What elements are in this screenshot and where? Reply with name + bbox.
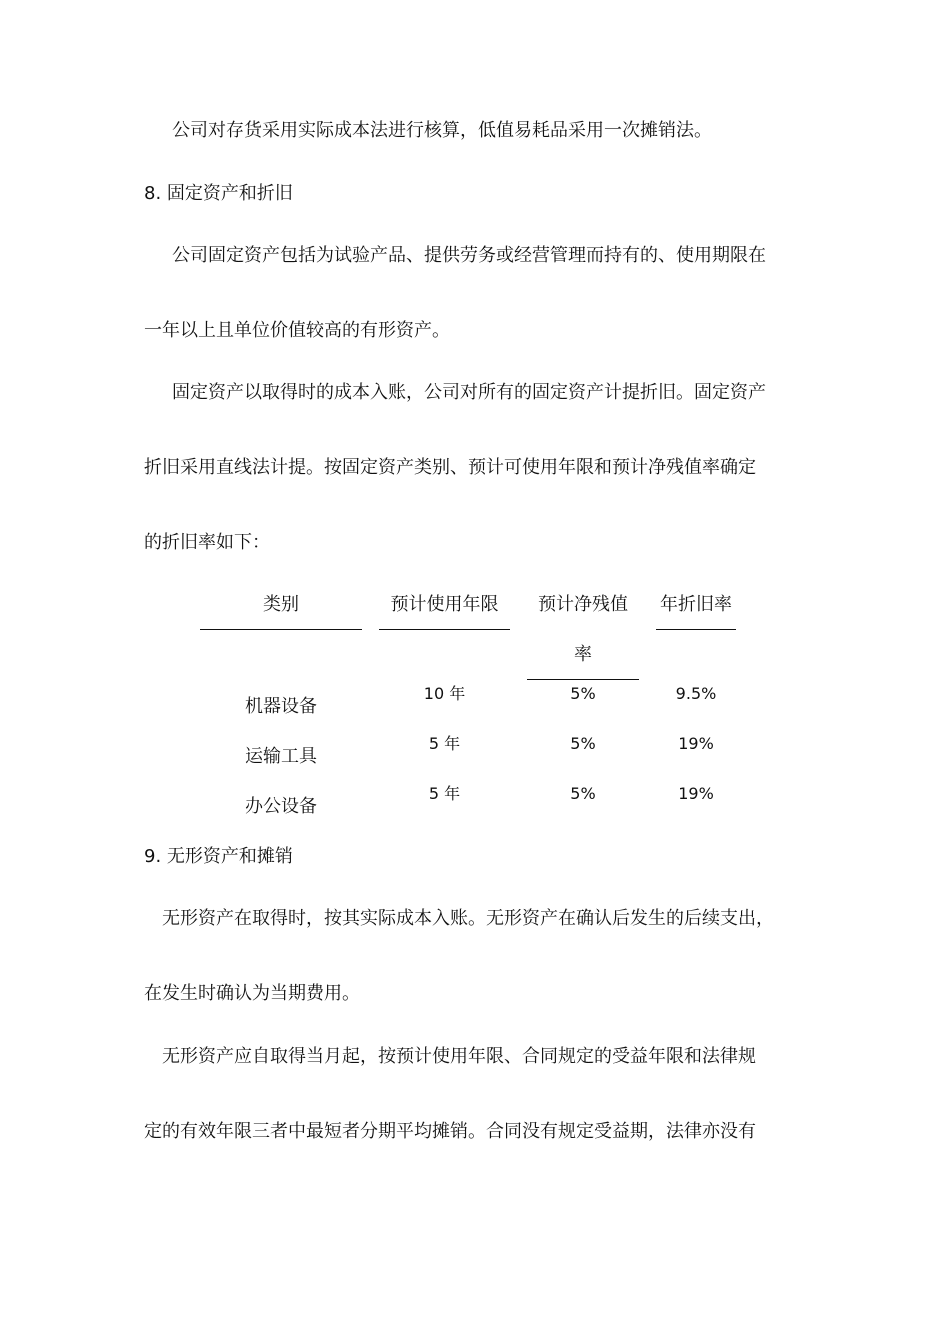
- row-2-useful-life: 5 年: [428, 734, 461, 753]
- row-2-category: 运输工具: [245, 746, 317, 767]
- paragraph-depreciation-line-3: 的折旧率如下：: [144, 532, 270, 553]
- row-1-depreciation-rate: 9.5%: [675, 684, 717, 703]
- header-residual-rate-line-1: 预计净残值: [538, 594, 628, 615]
- row-3-depreciation-rate: 19%: [678, 784, 714, 803]
- row-1-useful-life: 10 年: [423, 684, 466, 703]
- paragraph-fixed-assets-line-2: 一年以上且单位价值较高的有形资产。: [144, 320, 450, 341]
- header-depreciation-rate: 年折旧率: [660, 594, 732, 615]
- header-underline-useful-life: [379, 629, 510, 630]
- header-category: 类别: [263, 594, 299, 615]
- paragraph-amortization-line-1: 无形资产应自取得当月起，按预计使用年限、合同规定的受益年限和法律规: [162, 1046, 756, 1067]
- paragraph-fixed-assets-line-1: 公司固定资产包括为试验产品、提供劳务或经营管理而持有的、使用期限在: [172, 245, 766, 266]
- heading-intangible-assets: 9. 无形资产和摊销: [144, 846, 293, 867]
- heading-fixed-assets: 8. 固定资产和折旧: [144, 183, 293, 204]
- paragraph-amortization-line-2: 定的有效年限三者中最短者分期平均摊销。合同没有规定受益期，法律亦没有: [144, 1121, 756, 1142]
- header-underline-residual-rate: [527, 679, 639, 680]
- row-3-useful-life: 5 年: [428, 784, 461, 803]
- paragraph-depreciation-line-2: 折旧采用直线法计提。按固定资产类别、预计可使用年限和预计净残值率确定: [144, 457, 756, 478]
- row-3-category: 办公设备: [245, 796, 317, 817]
- header-underline-category: [200, 629, 362, 630]
- row-2-depreciation-rate: 19%: [678, 734, 714, 753]
- paragraph-intangible-line-2: 在发生时确认为当期费用。: [144, 983, 360, 1004]
- row-3-residual-rate: 5%: [570, 784, 596, 803]
- paragraph-depreciation-line-1: 固定资产以取得时的成本入账，公司对所有的固定资产计提折旧。固定资产: [172, 382, 766, 403]
- header-residual-rate-line-2: 率: [574, 644, 592, 665]
- header-useful-life: 预计使用年限: [390, 594, 499, 615]
- row-2-residual-rate: 5%: [570, 734, 596, 753]
- row-1-category: 机器设备: [245, 696, 317, 717]
- paragraph-intangible-line-1: 无形资产在取得时，按其实际成本入账。无形资产在确认后发生的后续支出，: [162, 908, 774, 929]
- row-1-residual-rate: 5%: [570, 684, 596, 703]
- header-underline-depreciation-rate: [656, 629, 736, 630]
- paragraph-inventory: 公司对存货采用实际成本法进行核算，低值易耗品采用一次摊销法。: [172, 120, 712, 141]
